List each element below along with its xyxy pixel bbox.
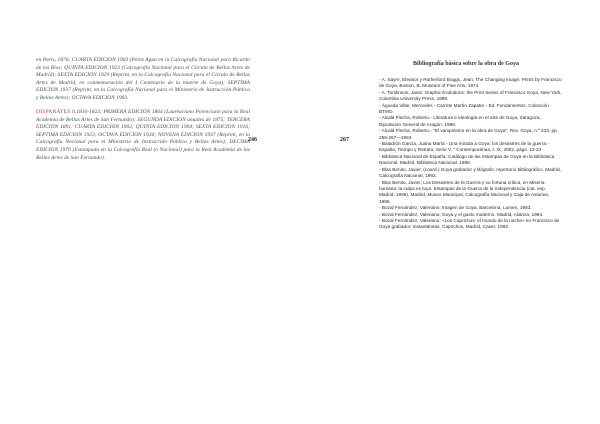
bibliography-entry: - Blas Benito, Javier; (coord.) Goya grabador y litógrafo: repertorio bibliográfico, Madrid, Calcografía Nacional, 1992. bbox=[379, 166, 561, 179]
bibliography-entry: - A. Sayre, Eleanor y Rutherford Boggs, Jean, The Changing Image: Prints by Francisco de Goya, Boston, B. Museum of Fine Arts, 1974. bbox=[379, 77, 562, 89]
edition-paragraph-2 bbox=[36, 109, 250, 162]
bibliography-entry: - Bozal Fernández, Valeriano; Goya y el gusto moderno. Madrid, Alianza, 1994. bbox=[379, 211, 544, 217]
right-page-number: 267 bbox=[340, 137, 349, 143]
bibliography-entry: - Alcalá Flecha, Roberto.- "El vampirismo en la obra de Goya", Rev. Goya, n.º 233, pp. 259-267—1993. bbox=[379, 128, 558, 140]
bibliography-entry: - Águeda Villar, Mercedes - Carrete Martín Zapater - Ed. Fundamentos. Colección BTMO. bbox=[379, 102, 549, 115]
left-page-body bbox=[36, 57, 250, 162]
bibliography-entry: - Biblioteca Nacional de España; Catálogo de las estampas de Goya en la Biblioteca Nacional. Madrid. Biblioteca Nacional. 1996. bbox=[379, 153, 555, 166]
bibliography-entry: - A. Tomlinson, Janis: Graphic Evolutions: the Print Series of Francisco Goya, New York, Columbia University Press, 1989. bbox=[379, 89, 562, 102]
bibliography-entry: - Baladrón García, Juana María.- Una mirada a Goya: los desastres de la guerra.- España, Tiempo y Retrato, Serie V, " Contemporánea, t. IX, 2002, págs. 13-23 bbox=[379, 141, 549, 153]
bibliography-entry: - Alcalá Flecha, Roberto.- Literatura e ideología en el arte de Goya, Zaragoza, Diputación General de Aragón, 1988. bbox=[379, 115, 541, 127]
disparates-editions: h.1816-1823; PRIMERA EDICION 1864 (Laureaciano Potenciano para la Real Academia de Bellas Artes de San Fernando); SEGUNDA EDICION anuales de 1875; TERCERA EDICION 1891; CUARTA EDICION 1902; QUINTA EDICION 1904; SEXTA EDICION 1916; SEPTIMA EDICION 1923; OCTAVA EDICION 1930; NOVENA EDICION 1937 (Reprint, en la Calcografía Nacional para el Ministerio de Instrucción Pública y Bellas Artes); DECIMA EDICION 1970 (Estampada en la Calcografía Real (o Nacional) para la Real Academia de las Bellas Artes de San Fernando). bbox=[36, 109, 250, 161]
disparates-heading: DISPARATES bbox=[36, 109, 71, 116]
bibliography-entry: - Bozal Fernández, Valeriano; Imagen de Goya. Barcelona, Lumen, 1983. bbox=[379, 205, 532, 211]
bibliography-entry: - Blas Benito, Javier; Los Desastres de la Guerra y su fortuna crítica, en Miseria humana: la culpa es tuya. Estampas de la Guerra de la Independencia (cat. exp. Madrid, 1996), Madrid, Museo Municipal, Calcografía Nacional y Caja de Asturias, 1996. bbox=[379, 179, 550, 204]
bibliography-title: Bibliografía básica sobre la obra de Goya bbox=[413, 61, 519, 67]
edition-paragraph-1: en Paris, 1876; CUARTA EDICION 1903 (Pérez Agua en la Calcografía Nacional para Ricardo de los Ríos; QUINTA EDICION 1923 (Calcografía Nacional para el Círculo de Bellas Artes de Madrid); SEXTA EDICION 1929 (Reprint, en la Calcografía Nacional para el Círculo de Bellas Artes de Madrid, en conmemoración del I Centenario de la muerte de Goya); SEPTIMA EDICION 1937 (Reprint, en la Calcografía Nacional para el Ministerio de Instrucción Pública y Bellas Artes); OCTAVA EDICION 1903. bbox=[36, 57, 250, 101]
left-page-number: 246 bbox=[248, 137, 257, 143]
bibliography-entry: - Bozal Fernández, Valeriano; «Los Caprichos: el mundo de la noche» en Francisco de Goya grabador: instantáneas. Caprichos, Madrid, Caser, 1992. bbox=[379, 217, 560, 230]
bibliography-list bbox=[379, 77, 562, 231]
